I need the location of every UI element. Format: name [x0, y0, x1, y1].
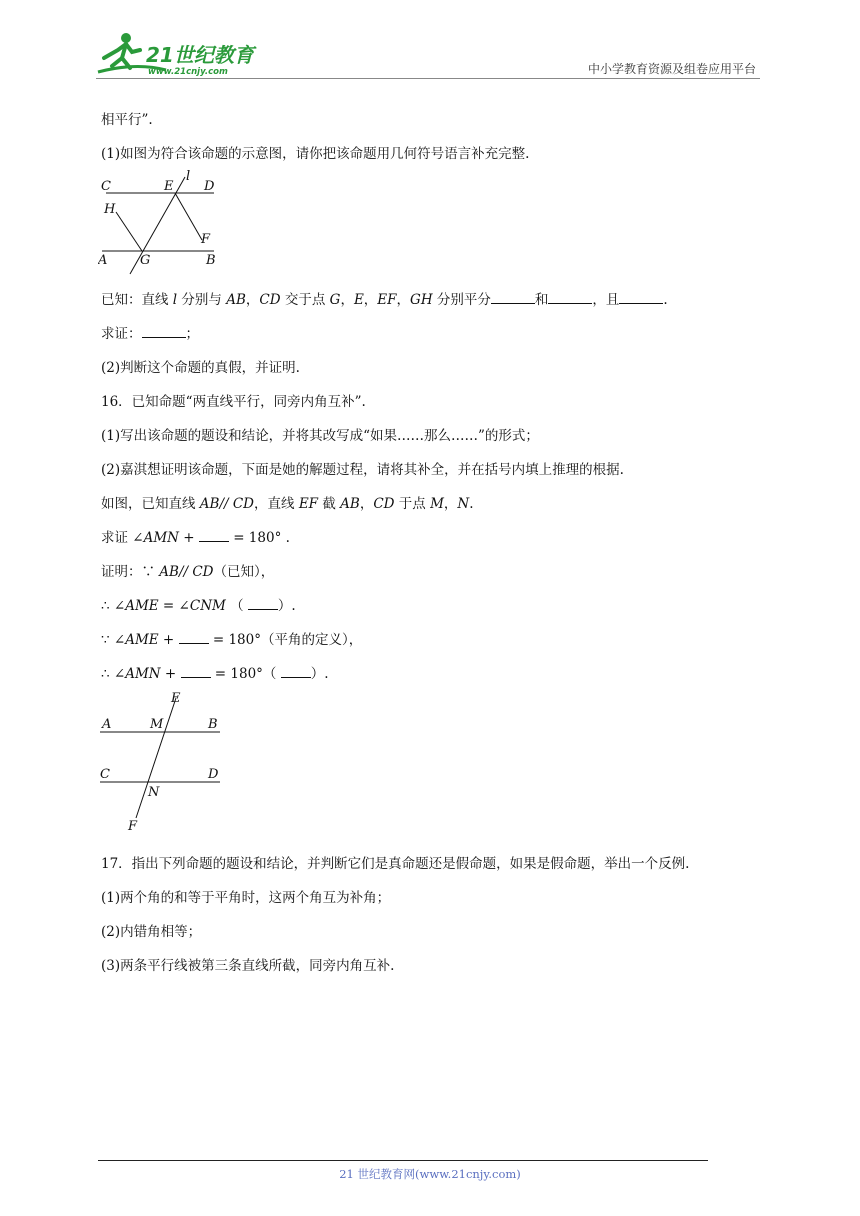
label-C: C [100, 767, 110, 782]
prove-statement: 求证： ； [101, 326, 199, 342]
answer-blank[interactable] [548, 291, 592, 304]
proof-step-3: ∵ ∠AME + = 180°（平角的定义）， [101, 632, 363, 648]
question-17-title: 17．指出下列命题的题设和结论，并判断它们是真命题还是假命题，如果是假命题，举出一个反例. [101, 856, 690, 872]
label-E: E [164, 179, 174, 194]
answer-blank[interactable] [619, 291, 663, 304]
label-H: H [104, 202, 116, 217]
logo-url: www.21cnjy.com [148, 67, 228, 77]
label-D: D [208, 767, 219, 782]
question-16-part2: (2)嘉淇想证明该命题，下面是她的解题过程，请将其补全，并在括号内填上推理的根据. [101, 462, 624, 478]
logo-text: 21世纪教育 [146, 43, 254, 67]
footer-text: 21 世纪教育网(www.21cnjy.com) [339, 1167, 521, 1181]
answer-blank[interactable] [199, 529, 229, 542]
label-C: C [101, 179, 111, 194]
label-E: E [171, 691, 181, 706]
prove-line: 求证 ∠AMN + = 180° . [101, 530, 290, 546]
figure-2 [98, 688, 228, 833]
site-logo [96, 28, 266, 78]
label-F: F [201, 232, 211, 247]
answer-blank[interactable] [181, 665, 211, 678]
header-divider [96, 78, 760, 79]
label-N: N [148, 785, 160, 800]
answer-blank[interactable] [491, 291, 535, 304]
label-G: G [140, 253, 151, 268]
question-15-part1: (1)如图为符合该命题的示意图，请你把该命题用几何符号语言补充完整. [101, 146, 530, 162]
label-A: A [102, 717, 112, 732]
label-B: B [208, 717, 218, 732]
label-D: D [204, 179, 215, 194]
label-l: l [186, 169, 191, 184]
answer-blank[interactable] [248, 597, 278, 610]
question-16-part1: (1)写出该命题的题设和结论，并将其改写成“如果……那么……”的形式； [101, 428, 539, 444]
label-F: F [128, 819, 138, 833]
proof-step-1: 证明：∵ AB// CD（已知）， [101, 564, 275, 580]
label-M: M [150, 717, 164, 732]
question-17-part3: (3)两条平行线被第三条直线所截，同旁内角互补. [101, 958, 395, 974]
text-line: 相平行”. [101, 112, 153, 128]
question-17-part2: (2)内错角相等； [101, 924, 202, 940]
figure-1 [98, 168, 228, 276]
question-16-title: 16．已知命题“两直线平行，同旁内角互补”. [101, 394, 366, 410]
label-B: B [206, 253, 216, 268]
proof-step-4: ∴ ∠AMN + = 180°（ ）. [101, 666, 329, 682]
answer-blank[interactable] [281, 665, 311, 678]
question-15-part2: (2)判断这个命题的真假，并证明. [101, 360, 300, 376]
question-17-part1: (1)两个角的和等于平角时，这两个角互为补角； [101, 890, 391, 906]
answer-blank[interactable] [142, 325, 186, 338]
footer-divider [98, 1160, 708, 1161]
label-A: A [98, 253, 108, 268]
answer-blank[interactable] [179, 631, 209, 644]
proof-step-2: ∴ ∠AME = ∠CNM （ ）. [101, 598, 296, 614]
given-statement: 已知：直线 l 分别与 AB，CD 交于点 G，E，EF，GH 分别平分 和 ，且 . [101, 292, 668, 308]
figure-description: 如图，已知直线 AB// CD，直线 EF 截 AB，CD 于点 M，N. [101, 496, 474, 512]
platform-name: 中小学教育资源及组卷应用平台 [587, 62, 756, 76]
